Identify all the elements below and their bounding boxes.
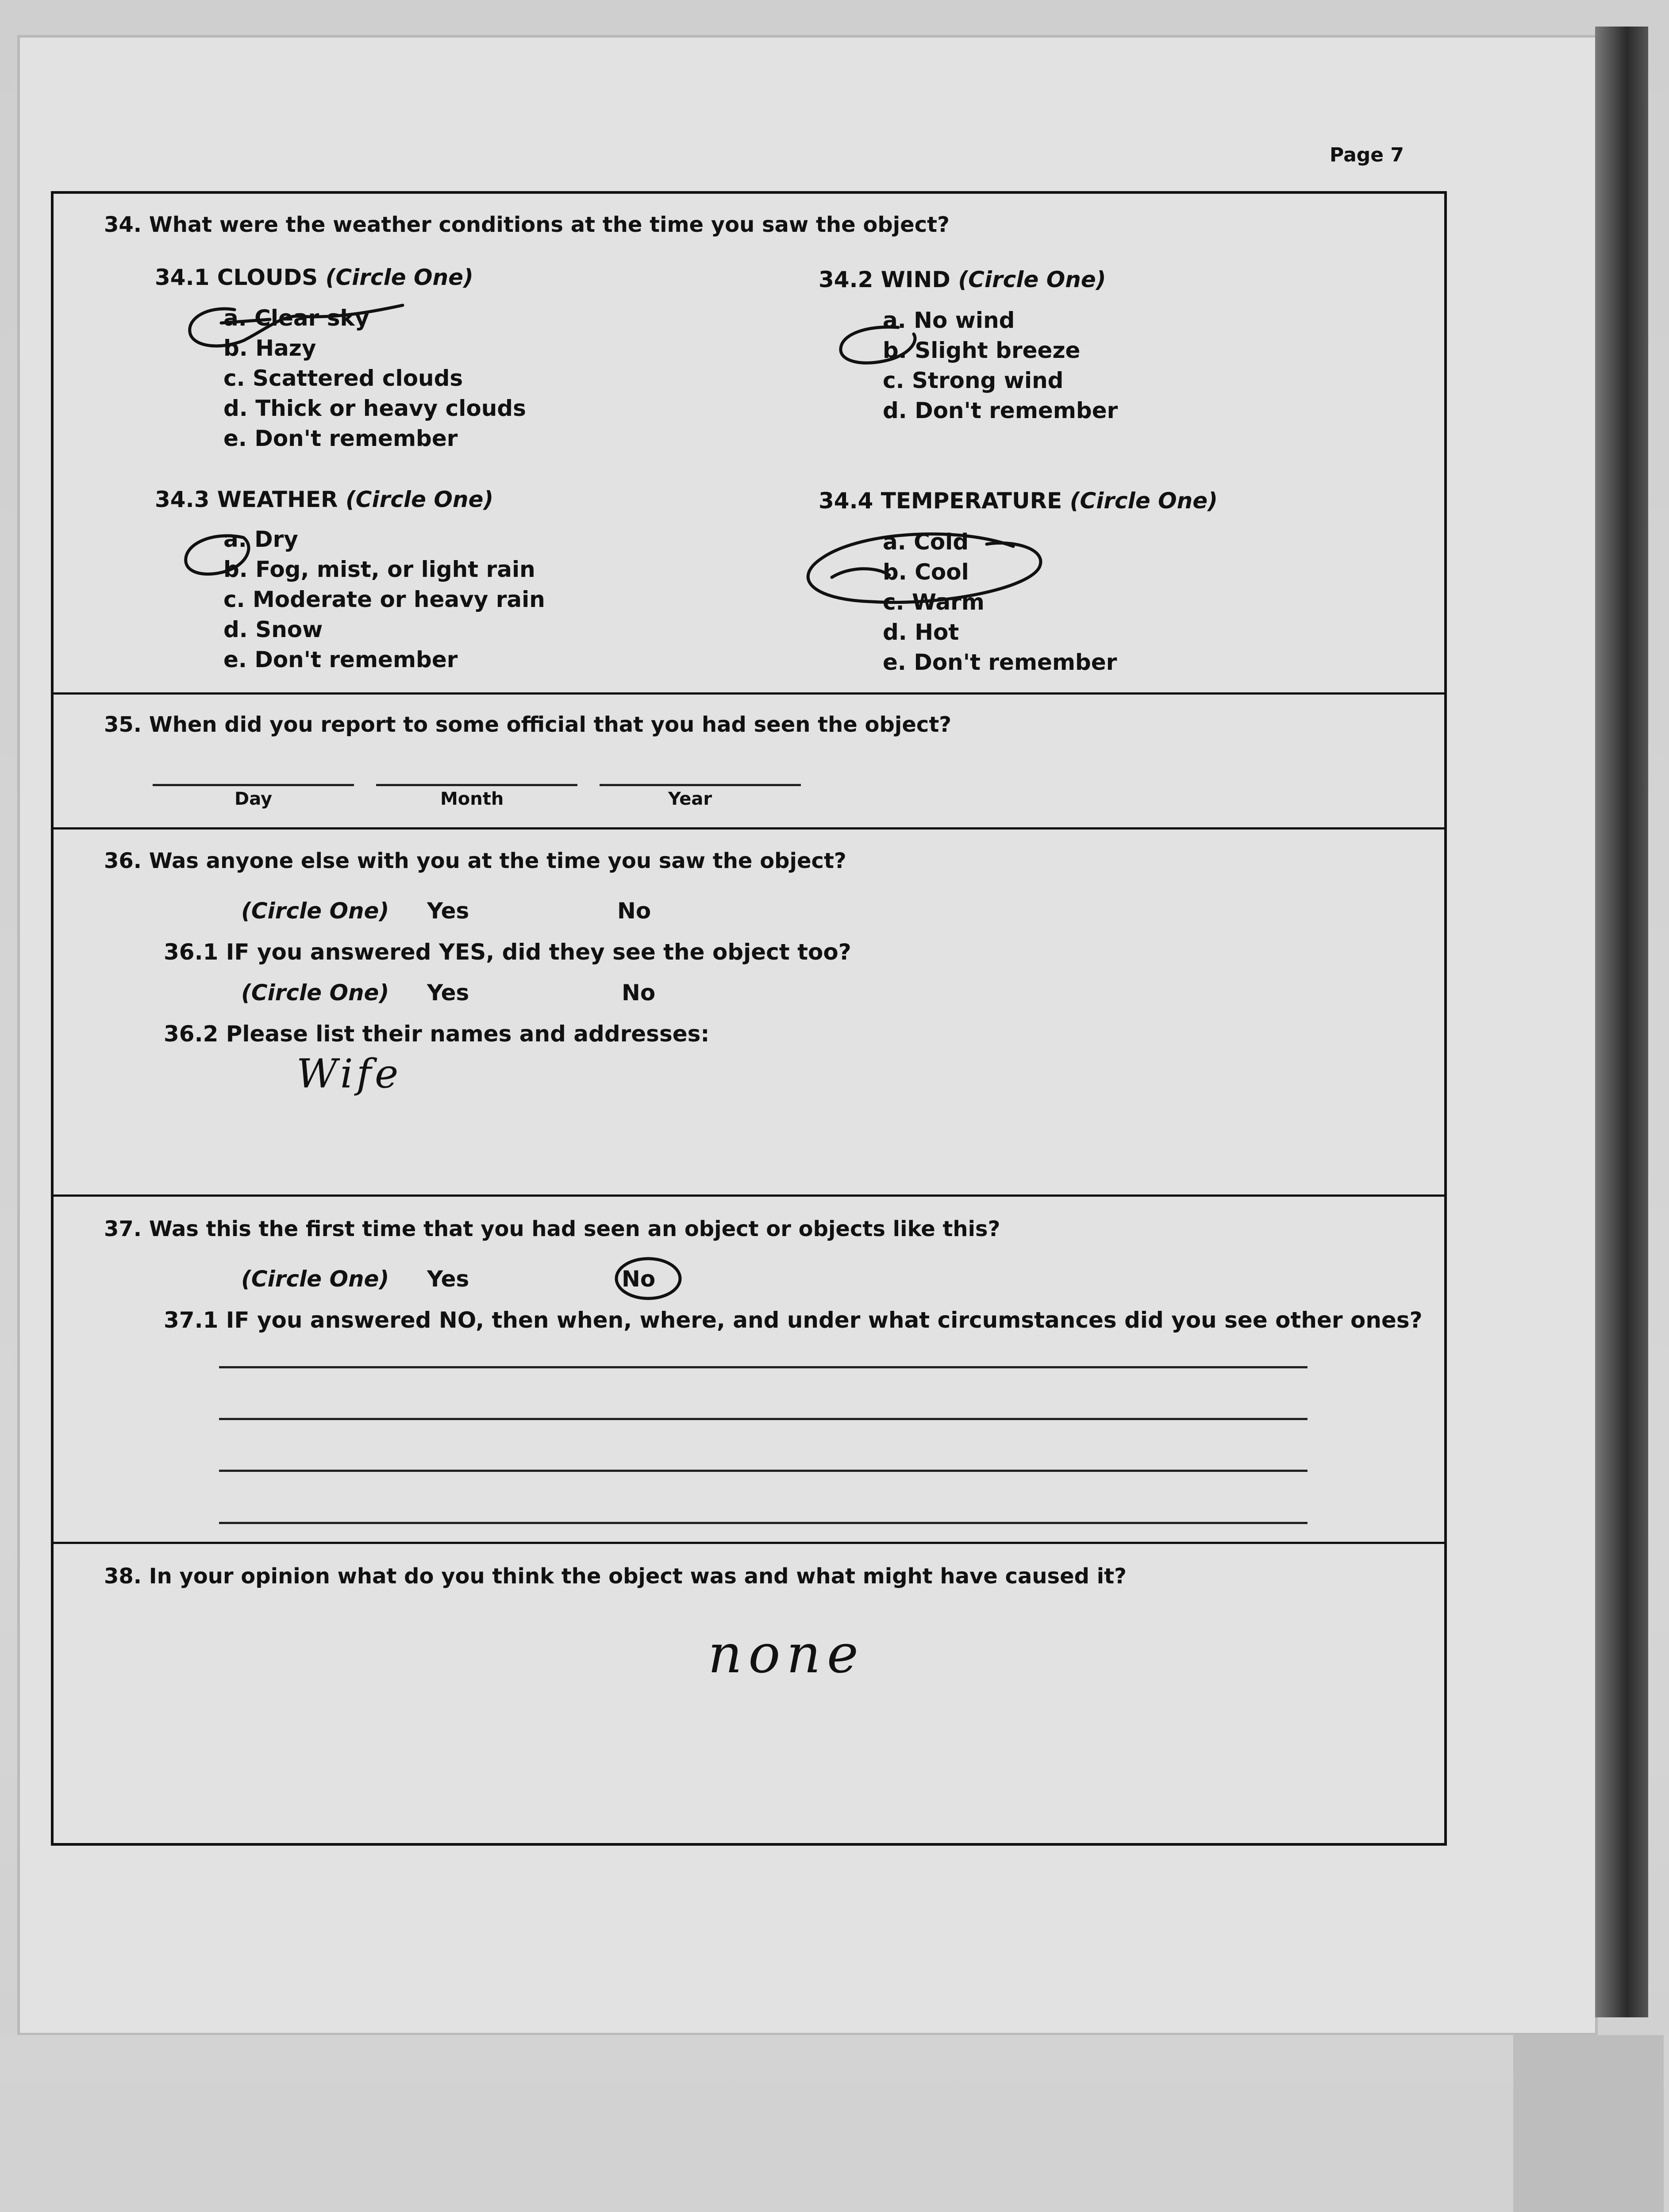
temperature-option-c[interactable]: c. Warm — [883, 589, 984, 615]
temperature-option-a[interactable]: a. Cold — [883, 529, 969, 555]
q36-circle-one: (Circle One) — [241, 898, 389, 924]
temperature-selection-mark — [783, 522, 1058, 628]
page-number: Page 7 — [1330, 144, 1404, 166]
clouds-option-b[interactable]: b. Hazy — [223, 335, 316, 361]
clouds-selection-mark — [168, 288, 416, 363]
answer-line-1[interactable] — [219, 1366, 1308, 1368]
question-36-1: 36.1 IF you answered YES, did they see the object too? — [164, 939, 851, 965]
weather-option-b[interactable]: b. Fog, mist, or light rain — [223, 557, 535, 582]
wind-option-b[interactable]: b. Slight breeze — [883, 338, 1081, 363]
day-label: Day — [235, 789, 273, 809]
month-line — [376, 784, 577, 786]
q36-handwritten-answer: Wife — [296, 1051, 402, 1097]
weather-option-d[interactable]: d. Snow — [223, 617, 323, 642]
q36-no[interactable]: No — [617, 898, 651, 924]
scan-lower-area — [0, 2035, 1669, 2212]
clouds-option-d[interactable]: d. Thick or heavy clouds — [223, 396, 526, 421]
weather-selection-mark — [164, 520, 265, 586]
answer-line-2[interactable] — [219, 1418, 1308, 1420]
question-35: 35. When did you report to some official that you had seen the object? — [104, 712, 952, 737]
clouds-option-c[interactable]: c. Scattered clouds — [223, 365, 463, 391]
wind-option-c[interactable]: c. Strong wind — [883, 368, 1064, 393]
q37-yes[interactable]: Yes — [427, 1266, 469, 1292]
question-37-1: 37.1 IF you answered NO, then when, where, and under what circumstances did you see other ones? — [164, 1307, 1423, 1333]
temperature-option-b[interactable]: b. Cool — [883, 559, 969, 585]
weather-heading: 34.3 WEATHER (Circle One) — [155, 487, 494, 512]
clouds-option-e[interactable]: e. Don't remember — [223, 426, 458, 451]
wind-option-a[interactable]: a. No wind — [883, 307, 1015, 333]
page-edge-shadow — [1595, 27, 1648, 2017]
day-line — [153, 784, 354, 786]
divider-37 — [51, 1194, 1447, 1197]
q37-selection-mark — [606, 1252, 690, 1305]
wind-option-d[interactable]: d. Don't remember — [883, 398, 1118, 423]
weather-option-a[interactable]: a. Dry — [223, 526, 298, 552]
clouds-option-a[interactable]: a. Clear sky — [223, 305, 369, 331]
wind-selection-mark — [823, 314, 925, 376]
q38-handwritten-answer: none — [708, 1624, 865, 1685]
temperature-option-d[interactable]: d. Hot — [883, 619, 959, 645]
clouds-heading: 34.1 CLOUDS (Circle One) — [155, 265, 473, 290]
temperature-heading: 34.4 TEMPERATURE (Circle One) — [819, 488, 1218, 514]
divider-36 — [51, 827, 1447, 830]
wind-heading: 34.2 WIND (Circle One) — [819, 267, 1106, 292]
divider-38 — [51, 1542, 1447, 1544]
question-38: 38. In your opinion what do you think the object was and what might have caused it? — [104, 1564, 1127, 1589]
question-36-2: 36.2 Please list their names and addresses: — [164, 1021, 710, 1047]
question-36: 36. Was anyone else with you at the time you saw the object? — [104, 849, 846, 873]
q37-no[interactable]: No — [622, 1266, 656, 1292]
q37-circle-one: (Circle One) — [241, 1266, 389, 1292]
year-label: Year — [668, 789, 712, 809]
answer-line-3[interactable] — [219, 1470, 1308, 1472]
weather-option-c[interactable]: c. Moderate or heavy rain — [223, 587, 545, 612]
divider-35 — [51, 692, 1447, 695]
weather-option-e[interactable]: e. Don't remember — [223, 647, 458, 672]
month-label: Month — [440, 789, 504, 809]
q36-yes[interactable]: Yes — [427, 898, 469, 924]
q36-1-circle-one: (Circle One) — [241, 980, 389, 1006]
scan-lower-strip — [1513, 2035, 1664, 2212]
question-37: 37. Was this the first time that you had seen an object or objects like this? — [104, 1217, 1000, 1241]
answer-line-4[interactable] — [219, 1522, 1308, 1524]
q36-1-yes[interactable]: Yes — [427, 980, 469, 1006]
temperature-option-e[interactable]: e. Don't remember — [883, 649, 1117, 675]
year-line — [600, 784, 801, 786]
q36-1-no[interactable]: No — [622, 980, 656, 1006]
question-34: 34. What were the weather conditions at the time you saw the object? — [104, 212, 950, 237]
